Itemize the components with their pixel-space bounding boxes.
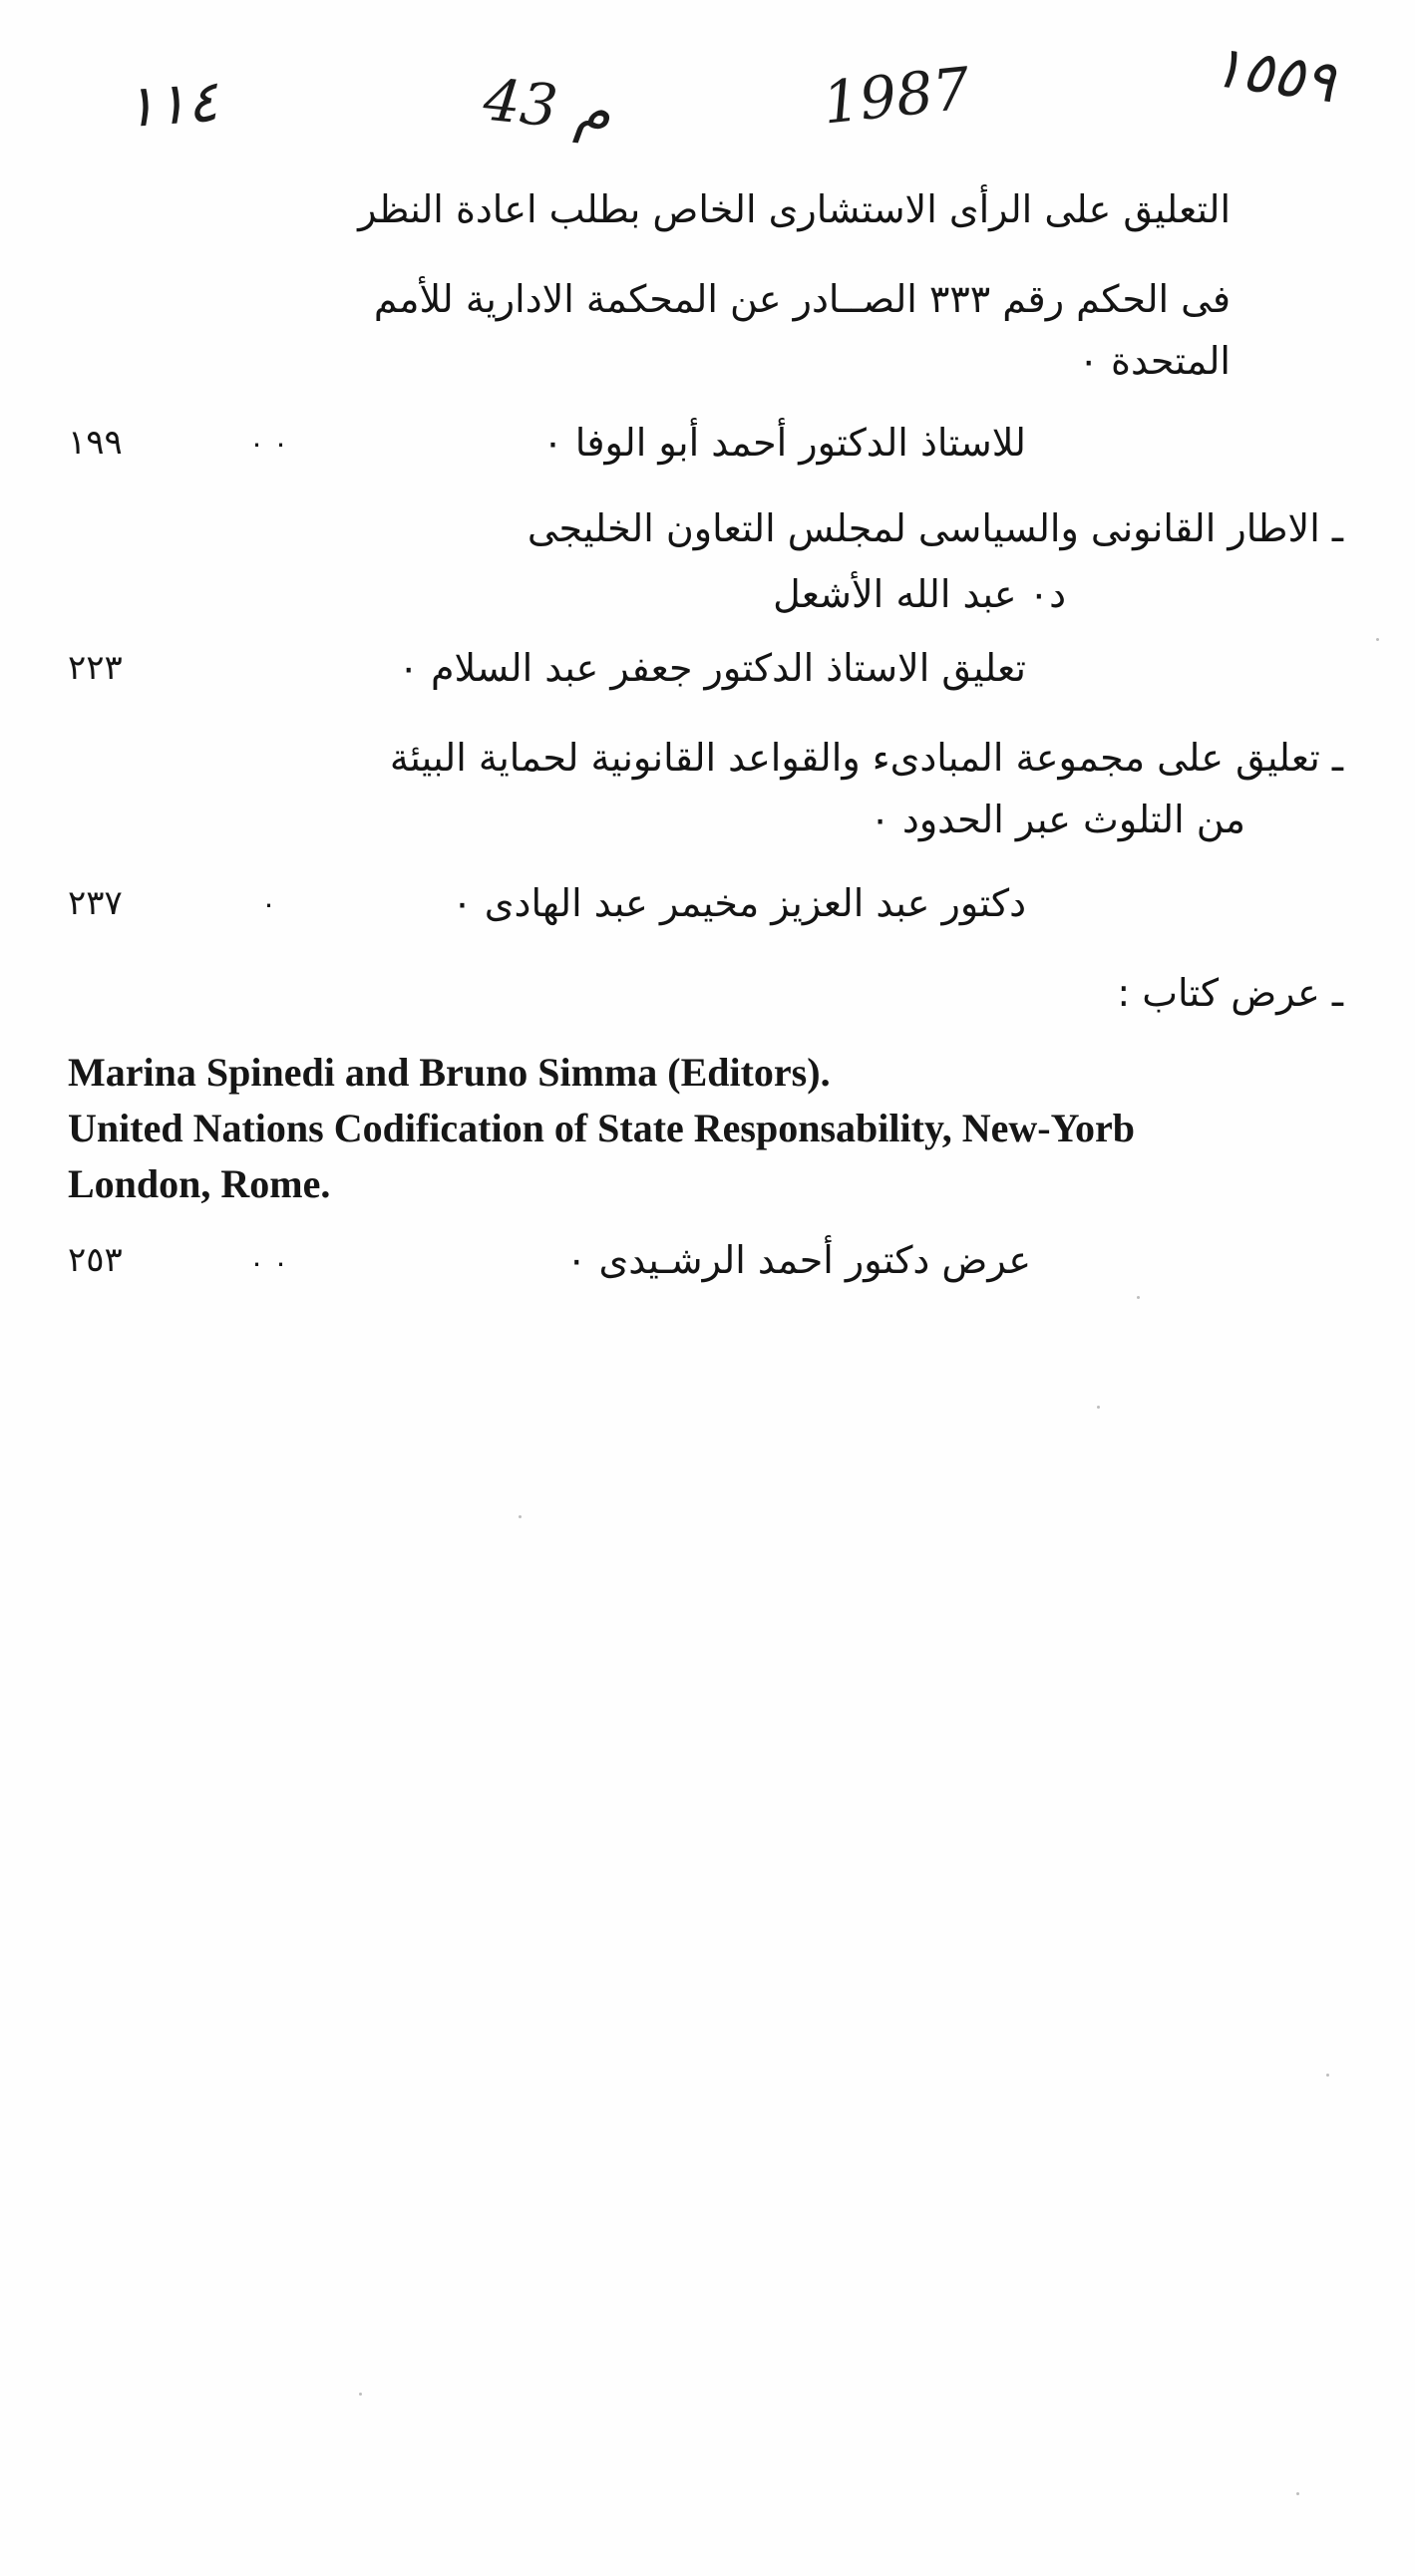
handwritten-note-right: ١٥٥٩ [1207,31,1340,117]
entry2-comment: تعليق الاستاذ الدكتور جعفر عبد السلام ٠ [398,646,1026,690]
entry1-title-line2: فى الحكم رقم ٣٣٣ الصــادر عن المحكمة الادارية للأمم [373,277,1231,321]
handwritten-year: 1987 [819,54,973,138]
entry4-heading: ـ عرض كتاب : [1117,971,1343,1015]
entry4-leader-dots: ٠ ٠ [249,1246,288,1279]
scan-speck [1097,1406,1100,1409]
scan-speck [519,1515,522,1518]
scan-speck [1326,2074,1329,2077]
entry1-page-number: ١٩٩ [68,423,123,463]
entry1-title-line3: المتحدة ٠ [1078,339,1231,383]
entry1-author: للاستاذ الدكتور أحمد أبو الوفا ٠ [542,421,1026,465]
entry3-title-line2: من التلوث عبر الحدود ٠ [870,798,1245,841]
entry2-title-line1: ـ الاطار القانونى والسياسى لمجلس التعاون الخليجى [527,506,1343,550]
entry4-book-title: United Nations Codification of State Responsability, New-Yorb [68,1106,1136,1150]
entry3-leader-dots: ٠ [261,887,277,920]
scan-speck [1376,638,1379,641]
entry3-author: دكتور عبد العزيز مخيمر عبد الهادى ٠ [452,881,1026,925]
scan-speck [1137,1296,1140,1299]
entry4-reviewer: عرض دكتور أحمد الرشـيدى ٠ [566,1238,1031,1282]
handwritten-note-middle: 43 م [480,65,615,147]
entry3-page-number: ٢٣٧ [68,883,123,923]
scan-speck [359,2393,362,2396]
entry2-author: د٠ عبد الله الأشعل [773,572,1066,616]
entry4-page-number: ٢٥٣ [68,1240,123,1280]
handwritten-note-left: ١١٤ [122,66,220,142]
entry4-book-editors: Marina Spinedi and Bruno Simma (Editors). [68,1050,831,1095]
entry4-book-places: London, Rome. [68,1161,331,1206]
scan-speck [1296,2492,1299,2495]
entry1-leader-dots: ٠ ٠ [249,427,288,460]
entry1-title-line1: التعليق على الرأى الاستشارى الخاص بطلب اعادة النظر [358,187,1231,231]
entry2-page-number: ٢٢٣ [68,648,123,688]
entry3-title-line1: ـ تعليق على مجموعة المبادىء والقواعد القانونية لحماية البيئة [389,736,1343,780]
